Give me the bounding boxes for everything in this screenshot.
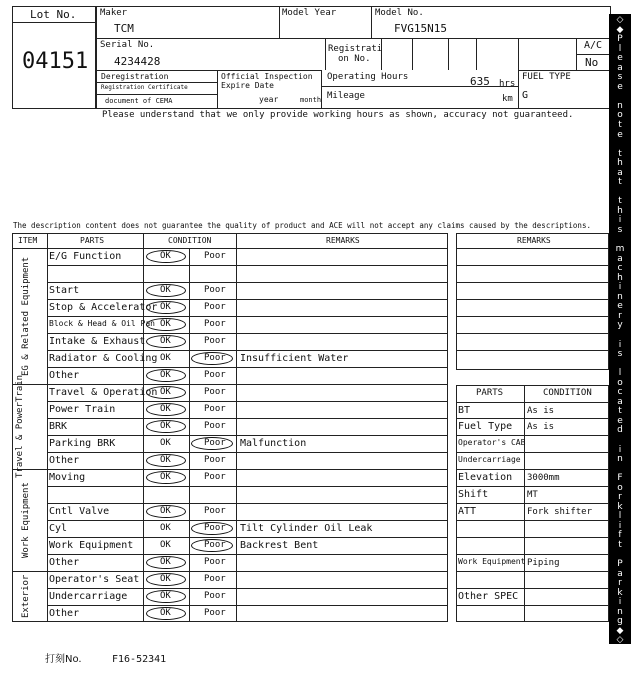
ok-option: OK <box>160 506 171 516</box>
ok-selected-oval <box>146 369 186 382</box>
sidebar-char: h <box>617 272 623 283</box>
remark-text: Backrest Bent <box>240 540 319 551</box>
ok-option: OK <box>160 302 171 312</box>
poor-option: Poor <box>204 455 226 465</box>
table-row <box>12 418 448 435</box>
sidebar-char: s <box>617 225 623 235</box>
sidebar-char: o <box>617 377 623 388</box>
table-row <box>12 486 448 503</box>
ok-option: OK <box>160 472 171 482</box>
poor-option: Poor <box>204 285 226 295</box>
part-name: Radiator & Cooling <box>49 353 158 364</box>
part-name: Undercarriage <box>49 591 128 602</box>
part-name: Other <box>49 455 80 466</box>
ok-option: OK <box>160 285 171 295</box>
year-label: year <box>259 95 279 104</box>
fuel-type-value: G <box>522 90 529 101</box>
sidebar-char: l <box>618 511 622 522</box>
model-year-label: Model Year <box>282 8 337 18</box>
item-group-label <box>15 375 26 478</box>
poor-option: Poor <box>204 336 226 346</box>
poor-selected-oval <box>191 352 233 365</box>
part-name: Start <box>49 285 80 296</box>
ac-value: No <box>585 56 599 69</box>
ok-selected-oval <box>146 386 186 399</box>
model-no-label: Model No. <box>375 8 424 18</box>
poor-option: Poor <box>204 523 226 533</box>
ok-selected-oval <box>146 471 186 484</box>
ok-selected-oval <box>146 318 186 331</box>
sidebar-char: n <box>617 291 623 302</box>
spec-value: Fork shifter <box>527 507 593 517</box>
remark-text: Tilt Cylinder Oil Leak <box>240 523 373 534</box>
ok-option: OK <box>160 387 171 397</box>
sidebar-char: e <box>617 129 623 140</box>
ok-option: OK <box>160 438 171 448</box>
spec-value: 3000mm <box>527 473 560 483</box>
sidebar-char: l <box>618 43 622 54</box>
stamp-label: 打刻No. <box>45 654 82 665</box>
sidebar-char: t <box>618 120 622 130</box>
part-name: E/G Function <box>49 251 122 262</box>
sidebar-char: i <box>618 520 622 531</box>
sidebar-char: l <box>618 368 622 379</box>
poor-option: Poor <box>204 506 226 516</box>
lot-label: Lot No. <box>30 8 77 21</box>
serial-value: 4234428 <box>114 55 161 68</box>
part-name: Cyl <box>49 523 68 534</box>
sidebar-char: h <box>617 158 623 169</box>
poor-option: Poor <box>204 540 226 550</box>
part-name: Cntl Valve <box>49 506 110 517</box>
part-name: Moving <box>49 472 86 483</box>
poor-option: Poor <box>204 591 226 601</box>
deregistration-label: Deregistration <box>101 72 169 81</box>
poor-option: Poor <box>204 557 226 567</box>
lot-number: 04151 <box>22 49 89 74</box>
ok-selected-oval <box>146 573 186 586</box>
poor-option: Poor <box>204 608 226 618</box>
inspection-label-2: Expire Date <box>221 81 274 90</box>
hours-value: 635 <box>470 75 490 88</box>
sidebar-char: r <box>618 578 622 589</box>
sidebar-char: t <box>618 406 622 417</box>
poor-option: Poor <box>204 302 226 312</box>
ok-selected-oval <box>146 250 186 263</box>
sidebar-char: i <box>618 597 622 608</box>
model-no-value: FVG15N15 <box>394 22 447 35</box>
sidebar-char: i <box>618 444 622 455</box>
ok-selected-oval <box>146 284 186 297</box>
sidebar-char: s <box>617 349 623 360</box>
sidebar-char: e <box>617 301 623 312</box>
ok-option: OK <box>160 370 171 380</box>
poor-option: Poor <box>204 387 226 397</box>
sidebar-char: t <box>618 177 622 188</box>
part-name: Work Equipment <box>49 540 134 551</box>
specs-header-parts: PARTS <box>476 388 504 398</box>
sidebar-char: i <box>618 282 622 293</box>
spec-part: Undercarriage <box>458 455 521 464</box>
ok-selected-oval <box>146 607 186 620</box>
inspection-label: Official Inspection <box>221 72 313 81</box>
poor-option: Poor <box>204 404 226 414</box>
ok-selected-oval <box>146 301 186 314</box>
poor-option: Poor <box>204 574 226 584</box>
sidebar-char: h <box>617 205 623 216</box>
sidebar-char: a <box>617 167 623 178</box>
hours-label: Operating Hours <box>327 72 409 82</box>
ok-selected-oval <box>146 505 186 518</box>
ok-selected-oval <box>146 590 186 603</box>
item-group-label <box>22 469 32 571</box>
poor-selected-oval <box>191 437 233 450</box>
sidebar-char: n <box>617 606 623 617</box>
hours-unit: hrs <box>499 79 516 89</box>
ok-option: OK <box>160 608 171 618</box>
sidebar-char: e <box>617 415 623 426</box>
notice-text: Please understand that we only provide working hours as shown, accuracy not guaranteed. <box>102 110 574 120</box>
ok-selected-oval <box>146 556 186 569</box>
sidebar-char: t <box>618 540 622 550</box>
location-note-banner <box>609 14 631 644</box>
sidebar-char: c <box>617 263 623 274</box>
table-header-remarks: REMARKS <box>326 236 360 245</box>
spec-part: ATT <box>458 506 477 517</box>
sidebar-char: c <box>617 387 623 398</box>
part-name: BRK <box>49 421 68 432</box>
part-name: Other <box>49 557 80 568</box>
right-remarks-header: REMARKS <box>517 236 551 245</box>
sidebar-char: ◇ <box>616 15 624 25</box>
sidebar-char: o <box>617 482 623 493</box>
spec-value: MT <box>527 490 538 500</box>
item-group-name-line-2: Train <box>15 375 25 403</box>
spec-value: As is <box>527 406 555 416</box>
poor-selected-oval <box>191 522 233 535</box>
ok-option: OK <box>160 319 171 329</box>
poor-option: Poor <box>204 319 226 329</box>
sidebar-char: d <box>617 425 623 436</box>
sidebar-char: k <box>617 501 623 512</box>
sidebar-char: s <box>617 72 623 83</box>
ok-option: OK <box>160 523 171 533</box>
spec-part: Other SPEC <box>458 591 519 602</box>
table-header-item: ITEM <box>18 236 38 245</box>
spec-part: BT <box>458 405 471 416</box>
part-name: Parking BRK <box>49 438 116 449</box>
poor-option: Poor <box>204 353 226 363</box>
spec-value: Piping <box>527 558 560 568</box>
sidebar-char: i <box>618 215 622 226</box>
spec-part: Fuel Type <box>458 421 513 432</box>
ok-option: OK <box>160 574 171 584</box>
item-group-name: Exterior <box>21 574 31 619</box>
part-name: Stop & Accelerator <box>49 302 158 313</box>
part-name: Travel & Operation <box>49 387 158 398</box>
sidebar-char: n <box>617 100 623 111</box>
sidebar-char: a <box>617 62 623 73</box>
ok-option: OK <box>160 455 171 465</box>
spec-part: Elevation <box>458 472 513 483</box>
ok-selected-oval <box>146 335 186 348</box>
poor-option: Poor <box>204 251 226 261</box>
poor-selected-oval <box>191 539 233 552</box>
spec-part: Operator's CAB <box>458 438 526 447</box>
mileage-unit: km <box>502 94 513 104</box>
serial-label: Serial No. <box>100 40 155 50</box>
part-name: Power Train <box>49 404 116 415</box>
sidebar-char: a <box>617 568 623 579</box>
sidebar-char: r <box>618 492 622 503</box>
poor-option: Poor <box>204 370 226 380</box>
poor-option: Poor <box>204 472 226 482</box>
disclaimer-text: The description content does not guarantee the quality of product and ACE will not accept any claims caused by the descriptions. <box>13 221 591 230</box>
month-label: month <box>300 96 322 104</box>
sidebar-char: ◆ <box>616 24 624 35</box>
poor-option: Poor <box>204 438 226 448</box>
part-name: Block & Head & Oil Pan <box>49 319 155 328</box>
sidebar-char: m <box>615 244 625 255</box>
sidebar-char: t <box>618 196 622 207</box>
part-name: Other <box>49 370 80 381</box>
table-header-parts: PARTS <box>80 236 105 245</box>
mileage-label: Mileage <box>327 91 365 101</box>
ok-option: OK <box>160 404 171 414</box>
ok-option: OK <box>160 540 171 550</box>
table-header-condition: CONDITION <box>168 236 212 245</box>
sidebar-char: k <box>617 587 623 598</box>
sidebar-char: e <box>617 81 623 92</box>
sidebar-char: i <box>618 339 622 350</box>
ok-option: OK <box>160 591 171 601</box>
sidebar-char: g <box>617 616 623 627</box>
ok-option: OK <box>160 557 171 567</box>
item-group-name: Travel & Power <box>15 402 25 478</box>
sidebar-char: y <box>617 320 623 331</box>
part-name: Other <box>49 608 80 619</box>
spec-part: Work Equipment <box>458 557 526 566</box>
ok-selected-oval <box>146 420 186 433</box>
registration-label: Registrati <box>328 44 383 54</box>
item-group-name: Work Equipment <box>21 482 31 558</box>
ok-selected-oval <box>146 454 186 467</box>
spec-part: Shift <box>458 489 489 500</box>
cema-label: document of CEMA <box>105 97 173 105</box>
registration-label-2: on No. <box>338 54 371 64</box>
ok-option: OK <box>160 336 171 346</box>
sidebar-char: ◇ <box>616 635 624 646</box>
reg-cert-label: Registration Certificate <box>101 84 188 91</box>
sidebar-char: n <box>617 454 623 465</box>
part-name: Intake & Exhaust <box>49 336 146 347</box>
maker-label: Maker <box>100 8 128 18</box>
maker-value: TCM <box>114 22 134 35</box>
stamp-value: F16-52341 <box>112 654 167 665</box>
spec-value: As is <box>527 422 555 432</box>
sidebar-char: t <box>618 148 622 159</box>
ac-label: A/C <box>584 40 603 51</box>
sidebar-char: P <box>617 559 623 570</box>
sidebar-char: F <box>617 473 623 484</box>
sidebar-char: a <box>617 396 623 407</box>
sidebar-char: f <box>618 530 622 541</box>
remark-text: Insufficient Water <box>240 353 349 364</box>
table-row <box>12 265 448 282</box>
item-group-label <box>22 571 32 622</box>
sidebar-char: r <box>618 310 622 321</box>
item-group-name: EG & Related Equipment <box>21 256 31 376</box>
item-group-label <box>22 248 32 384</box>
ok-selected-oval <box>146 403 186 416</box>
ok-option: OK <box>160 421 171 431</box>
part-name: Operator's Seat <box>49 574 140 585</box>
sidebar-char: ◆ <box>616 625 624 636</box>
sidebar-char: a <box>617 253 623 264</box>
sidebar-char: o <box>617 110 623 121</box>
sidebar-char: e <box>617 53 623 64</box>
sidebar-char: P <box>617 34 623 45</box>
poor-option: Poor <box>204 421 226 431</box>
ok-option: OK <box>160 353 171 363</box>
ok-option: OK <box>160 251 171 261</box>
fuel-type-label: FUEL TYPE <box>522 72 571 82</box>
specs-header-condition: CONDITION <box>543 388 592 398</box>
remark-text: Malfunction <box>240 438 307 449</box>
